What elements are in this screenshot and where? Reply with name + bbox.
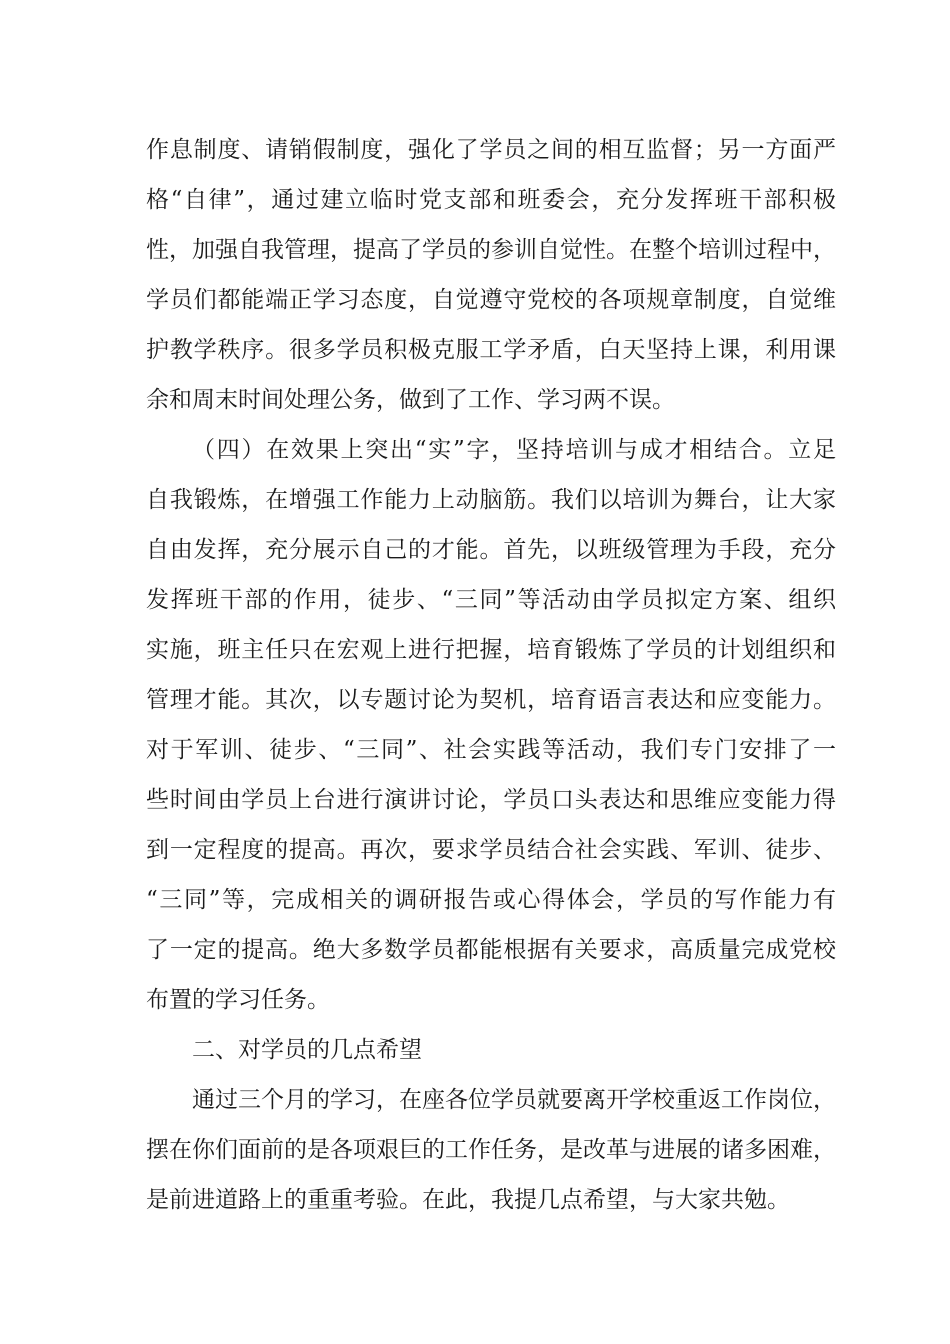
paragraph-line: 是前进道路上的重重考验。在此，我提几点希望，与大家共勉。	[146, 1187, 790, 1213]
paragraph-line: 护教学秩序。很多学员积极克服工学矛盾，白天坚持上课，利用课	[146, 337, 836, 363]
paragraph-line: 到一定程度的提高。再次，要求学员结合社会实践、军训、徒步、	[146, 837, 836, 863]
paragraph-line: 实施，班主任只在宏观上进行把握，培育锻炼了学员的计划组织和	[146, 637, 836, 663]
paragraph-line: 发挥班干部的作用，徒步、“三同”等活动由学员拟定方案、组织	[146, 587, 836, 613]
paragraph-line: 摆在你们面前的是各项艰巨的工作任务，是改革与进展的诸多困难，	[146, 1137, 836, 1163]
paragraph-line: 自我锻炼，在增强工作能力上动脑筋。我们以培训为舞台，让大家	[146, 487, 836, 513]
paragraph-line: 自由发挥，充分展示自己的才能。首先，以班级管理为手段，充分	[146, 537, 836, 563]
paragraph-line: 布置的学习任务。	[146, 987, 330, 1013]
paragraph-line: 通过三个月的学习，在座各位学员就要离开学校重返工作岗位，	[192, 1087, 836, 1113]
paragraph-line: 学员们都能端正学习态度，自觉遵守党校的各项规章制度，自觉维	[146, 287, 836, 313]
paragraph-line: 了一定的提高。绝大多数学员都能根据有关要求，高质量完成党校	[146, 937, 836, 963]
paragraph-line: 性，加强自我管理，提高了学员的参训自觉性。在整个培训过程中，	[146, 237, 836, 263]
paragraph-line: 些时间由学员上台进行演讲讨论，学员口头表达和思维应变能力得	[146, 787, 836, 813]
paragraph-line: “三同”等，完成相关的调研报告或心得体会，学员的写作能力有	[146, 887, 836, 913]
paragraph-line: 对于军训、徒步、“三同”、社会实践等活动，我们专门安排了一	[146, 737, 836, 763]
paragraph-line: 管理才能。其次，以专题讨论为契机，培育语言表达和应变能力。	[146, 687, 836, 713]
paragraph-line: 格“自律”，通过建立临时党支部和班委会，充分发挥班干部积极	[146, 187, 836, 213]
section-heading: 二、对学员的几点希望	[192, 1037, 422, 1063]
paragraph-line: （四）在效果上突出“实”字，坚持培训与成才相结合。立足	[192, 437, 836, 463]
paragraph-line: 作息制度、请销假制度，强化了学员之间的相互监督；另一方面严	[146, 137, 836, 163]
paragraph-line: 余和周末时间处理公务，做到了工作、学习两不误。	[146, 387, 675, 413]
